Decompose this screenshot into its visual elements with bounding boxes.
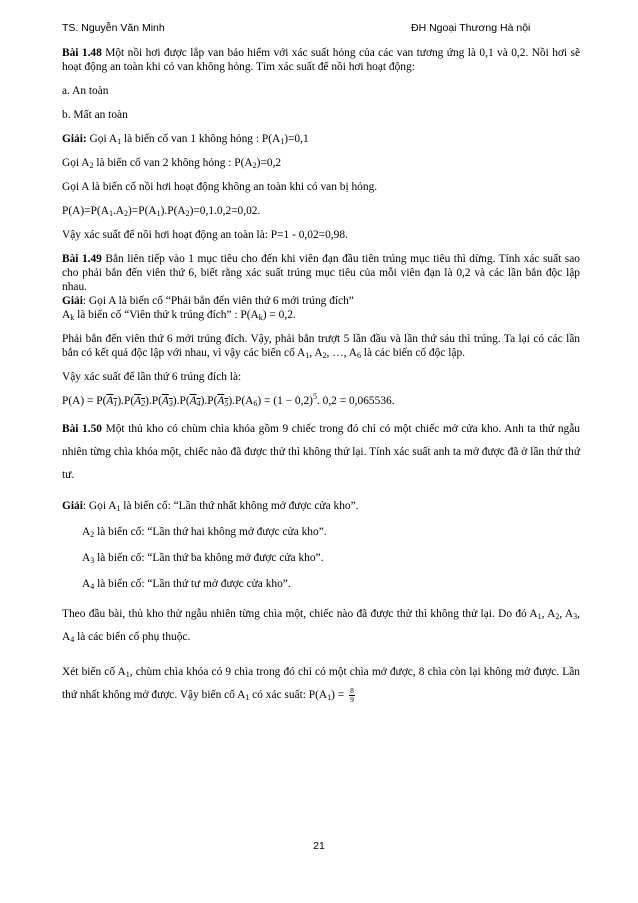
- solution-line: Vậy xác suất để lần thứ 6 trúng đích là:: [62, 371, 242, 383]
- solution-paragraph: Xét biến cố $A_1$, chùm chìa khóa có 9 chìa trong đó chỉ có một chìa mở được, 8 chìa còn lại không mở được. Lần thứ nhất không mở được. Vậy biến cố $A_1$ có xác suất: $P(A_1)$ = $\frac{8}{9}$: [62, 666, 580, 704]
- header-university: ĐH Ngoại Thương Hà nội: [411, 22, 531, 34]
- option-a: a. An toàn: [62, 85, 109, 97]
- problem-1-49: Bài 1.49 Bắn liên tiếp vào 1 mục tiêu cho đến khi viên đạn đầu tiên trúng mục tiêu thì dừng. Tính xác suất sao cho phải bắn đến viên thứ 6, biết rằng xác suất trúng mục tiêu của mỗi viên đạn là 0,2 và các lần bắn độc lập nhau.: [62, 253, 580, 293]
- problem-title: Bài 1.49: [62, 253, 102, 265]
- solution-line: Gọi $A_2$ là biến cố van 2 không hỏng : $P(A_2)=0,2$: [62, 157, 282, 170]
- problem-title: Bài 1.48: [62, 47, 102, 59]
- problem-1-48: Bài 1.48 Một nồi hơi được lắp van bảo hiểm với xác suất hỏng của các van tương ứng là 0,1 và 0,2. Nồi hơi sẽ hoạt động an toàn khi có van không hỏng. Tìm xác suất để nồi hơi hoạt động:: [62, 47, 580, 73]
- solution-paragraph: Phải bắn đến viên thứ 6 mới trúng đích. Vậy, phải bắn trượt 5 lần đầu và lần thứ sáu thì trúng. Ta lại có các lần bắn có kết quả độc lập với nhau, vì vậy các biến cố $A_1$, $A_2$, …, $A_6$ là các biến cố độc lập.: [62, 333, 580, 360]
- page-body: [62, 46, 580, 707]
- solution-line: Gọi A là biến cố nồi hơi hoạt động không an toàn khi có van bị hỏng.: [62, 181, 378, 193]
- fraction: $\frac{8}{9}$: [350, 685, 354, 704]
- solution-paragraph: Theo đầu bài, thủ kho thử ngẫu nhiên từng chìa một, chiếc nào đã được thử thì không thử lại. Do đó $A_1$, $A_2$, $A_3$, $A_4$ là các biến cố phụ thuộc.: [62, 608, 581, 644]
- solution-line: $A_4$ là biến cố: “Lần thứ tư mở được cửa kho”.: [82, 578, 291, 591]
- solution-line: Giải: Gọi A là biến cố “Phải bắn đến viên thứ 6 mới trúng đích”: [62, 295, 354, 307]
- problem-title: Bài 1.50: [62, 423, 102, 435]
- solution-formula: $P(A)=P(A_1.A_2)=P(A_1).P(A_2)=0,1.0,2=0,02$.: [62, 205, 261, 218]
- page-number: 21: [313, 840, 325, 852]
- problem-1-50: Bài 1.50 Một thủ kho có chùm chìa khóa gồm 9 chiếc trong đó chỉ có một chiếc mở cửa kho. Anh ta thử ngẫu nhiên từng chìa khóa một, chiếc nào đã được thử thì không thử lại. Tính xác suất anh ta mở được đã ở lần thử thứ tư.: [62, 423, 580, 481]
- solution-line: Giải: Gọi $A_1$ là biến cố van 1 không hỏng : $P(A_1)=0,1$: [62, 133, 309, 146]
- solution-conclusion: Vậy xác suất để nồi hơi hoạt động an toàn là: P=1 - 0,02=0,98.: [62, 229, 348, 241]
- header-author: TS. Nguyễn Văn Minh: [62, 22, 165, 34]
- solution-line: $A_3$ là biến cố: “Lần thứ ba không mở được cửa kho”.: [82, 552, 324, 565]
- solution-line: $A_2$ là biến cố: “Lần thứ hai không mở được cửa kho”.: [82, 526, 327, 539]
- solution-line: Giải: Gọi $A_1$ là biến cố: “Lần thứ nhất không mở được cửa kho”.: [62, 500, 359, 513]
- solution-formula: $P(A) = P(A_1).P(A_2).P(A_3).P(A_4).P(A_5).P(A_6) = (1 - 0,2)^5$. 0,2 = 0,065536.: [62, 392, 395, 408]
- solution-line: $A_k$ là biến cố “Viên thứ k trúng đích” : $P(A_k) = 0,2$.: [62, 309, 296, 322]
- option-b: b. Mất an toàn: [62, 109, 128, 121]
